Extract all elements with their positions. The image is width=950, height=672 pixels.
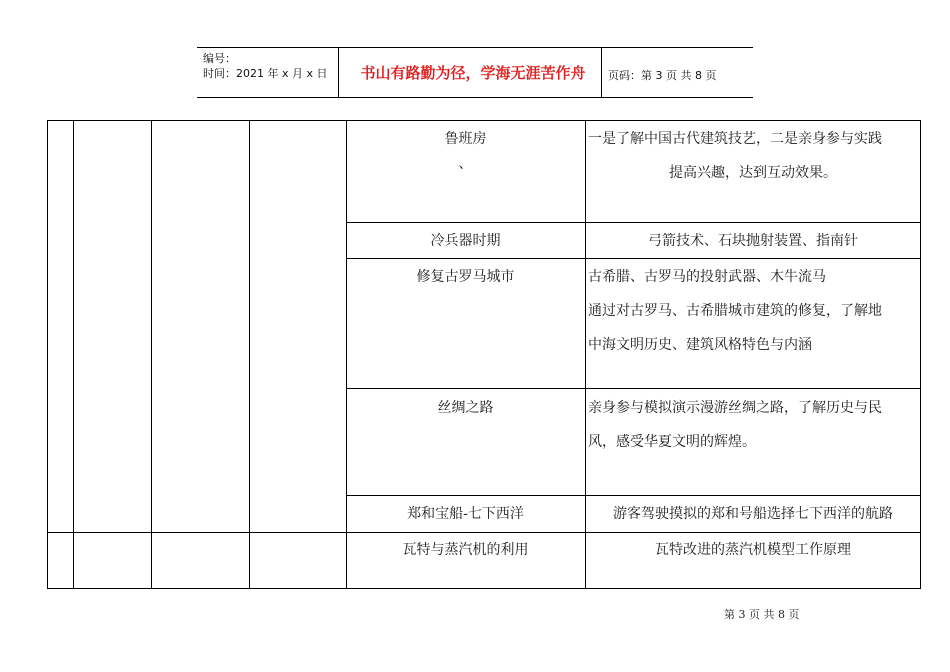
table-row-description: 中海文明历史、建筑风格特色与内涵 [588,337,812,353]
table-rule [47,532,921,533]
table-row-name: 冷兵器时期 [430,233,501,249]
document-date-label: 时间：2021 年 x 月 x 日 [203,67,328,80]
footer-page-number: 第 3 页 共 8 页 [724,608,800,621]
table-rule [346,388,921,389]
table-row-description: 弓箭技术、石块抛射装置、指南针 [648,233,858,249]
header-motto: 书山有路勤为径，学海无涯苦作舟 [360,64,586,82]
table-rule [47,120,921,121]
header-top-rule [197,47,753,48]
table-rule [346,222,921,223]
header-bottom-rule [197,97,753,98]
table-row-mark: 、 [458,156,473,172]
table-row-name: 郑和宝船-七下西洋 [407,506,524,522]
table-rule [346,495,921,496]
table-row-description: 提高兴趣，达到互动效果。 [669,165,837,181]
table-row-description: 通过对古罗马、古希腊城市建筑的修复，了解地 [588,303,882,319]
table-row-description: 风，感受华夏文明的辉煌。 [588,434,756,450]
table-column-rule [73,120,74,588]
table-rule [346,258,921,259]
table-row-name: 瓦特与蒸汽机的利用 [402,542,529,558]
table-row-description: 瓦特改进的蒸汽机模型工作原理 [655,542,851,558]
table-row-description: 亲身参与模拟演示漫游丝绸之路，了解历史与民 [588,400,882,416]
table-row-description: 游客驾驶摸拟的郑和号船选择七下西洋的航路 [613,506,893,522]
header-divider [338,47,339,97]
table-row-name: 修复古罗马城市 [416,269,515,285]
table-rule [47,588,921,589]
document-number-label: 编号： [203,52,236,65]
table-row-name: 丝绸之路 [437,400,494,416]
table-column-rule [249,120,250,588]
table-row-name: 鲁班房 [444,131,487,147]
header-page-number: 页码：第 3 页 共 8 页 [608,69,717,82]
table-column-rule [151,120,152,588]
table-column-rule [920,120,921,588]
header-divider [601,47,602,97]
table-row-description: 古希腊、古罗马的投射武器、木牛流马 [588,269,826,285]
table-row-description: 一是了解中国古代建筑技艺，二是亲身参与实践 [588,131,882,147]
table-column-rule [47,120,48,588]
